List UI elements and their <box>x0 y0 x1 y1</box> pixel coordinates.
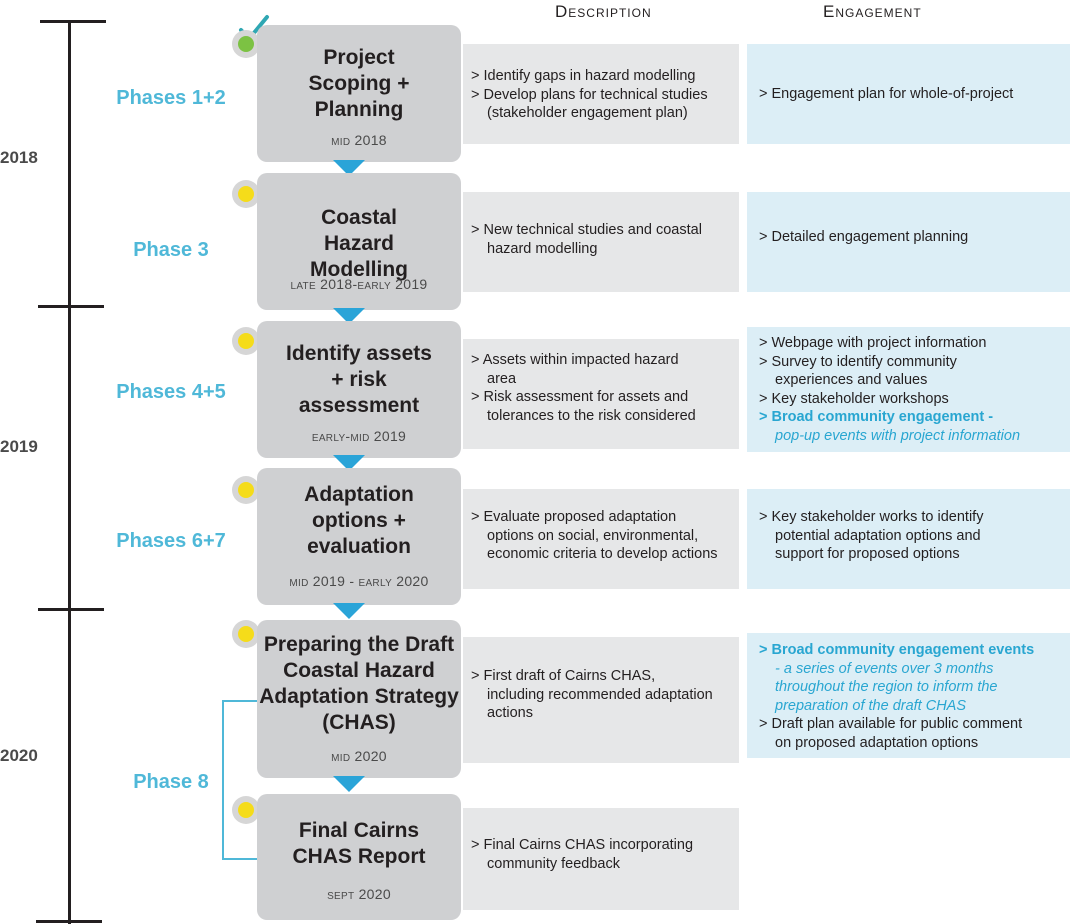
arrow-down-icon <box>333 603 365 619</box>
status-dot-icon <box>232 180 260 208</box>
description-line: > Identify gaps in hazard modelling <box>471 68 696 84</box>
year-label: 2018 <box>0 148 38 167</box>
description-box <box>463 637 739 763</box>
description-box <box>463 808 739 910</box>
description-box <box>463 339 739 449</box>
status-dot-icon <box>232 327 260 355</box>
engagement-line: potential adaptation options and <box>775 527 981 544</box>
engagement-line: > Survey to identify community <box>759 353 957 370</box>
step-title: Preparing the Draft Coastal Hazard Adaptation Strategy (CHAS) <box>259 633 459 734</box>
engagement-line: > Detailed engagement planning <box>759 229 969 245</box>
phase-label: Phases 6+7 <box>116 530 226 552</box>
description-line: (stakeholder engagement plan) <box>487 105 688 121</box>
phase-8-bracket <box>222 700 258 860</box>
engagement-line: > Key stakeholder workshops <box>759 390 949 407</box>
description-line: > Evaluate proposed adaptation <box>471 509 677 525</box>
engagement-highlight: preparation of the draft CHAS <box>775 697 967 714</box>
arrow-down-icon <box>333 776 365 792</box>
step-date: early-mid 2019 <box>311 428 407 444</box>
description-box <box>463 44 739 144</box>
step-title: Final Cairns CHAS Report <box>292 819 426 868</box>
step-card <box>257 620 461 778</box>
step-card <box>257 794 461 920</box>
description-line: > New technical studies and coastal <box>471 222 702 238</box>
step-card <box>257 173 461 310</box>
description-line: including recommended adaptation <box>487 686 713 703</box>
engagement-box <box>747 633 1070 758</box>
status-dot-icon <box>232 620 260 648</box>
description-line: > Final Cairns CHAS incorporating <box>471 837 694 853</box>
description-line: hazard modelling <box>487 240 598 257</box>
engagement-box <box>747 192 1070 292</box>
engagement-box <box>747 44 1070 144</box>
phase-label: Phase 8 <box>133 771 209 793</box>
engagement-box <box>747 327 1070 452</box>
step-title: Identify assets + risk assessment <box>286 342 432 417</box>
description-line: area <box>487 370 517 387</box>
engagement-highlight: > Broad community engagement events <box>759 642 1035 658</box>
engagement-header: Engagement <box>823 2 922 21</box>
engagement-highlight: throughout the region to inform the <box>775 679 998 695</box>
description-line: > Assets within impacted hazard <box>471 352 679 368</box>
description-box <box>463 192 739 292</box>
timeline-tick <box>38 305 104 308</box>
engagement-line: experiences and values <box>775 372 928 388</box>
engagement-line: support for proposed options <box>775 546 960 562</box>
engagement-highlight: pop-up events with project information <box>775 427 1021 444</box>
description-line: economic criteria to develop actions <box>487 546 718 562</box>
description-line: options on social, environmental, <box>487 527 699 544</box>
step-date: mid 2019 - early 2020 <box>289 573 429 589</box>
engagement-line: > Draft plan available for public comment <box>759 716 1023 732</box>
step-date: mid 2020 <box>331 748 387 764</box>
step-title: Coastal Hazard Modelling <box>310 206 408 281</box>
engagement-line: > Key stakeholder works to identify <box>759 509 984 525</box>
description-line: > First draft of Cairns CHAS, <box>471 668 656 684</box>
step-card <box>257 25 461 162</box>
description-line: > Risk assessment for assets and <box>471 389 689 405</box>
description-header: Description <box>555 2 652 21</box>
description-line: tolerances to the risk considered <box>487 407 696 424</box>
step-card <box>257 321 461 458</box>
description-line: community feedback <box>487 855 620 872</box>
phase-label: Phases 1+2 <box>116 87 226 109</box>
engagement-line: > Engagement plan for whole-of-project <box>759 86 1014 102</box>
status-dot-icon <box>232 30 260 58</box>
year-label: 2020 <box>0 746 38 765</box>
engagement-line: on proposed adaptation options <box>775 734 979 751</box>
engagement-highlight: - a series of events over 3 months <box>775 660 994 677</box>
description-box <box>463 489 739 589</box>
step-date: mid 2018 <box>331 132 387 148</box>
timeline-tick <box>38 608 104 611</box>
timeline-tick <box>36 920 102 923</box>
step-date: late 2018-early 2019 <box>290 276 428 292</box>
timeline-tick <box>40 20 106 23</box>
step-date: sept 2020 <box>327 886 391 902</box>
description-line: > Develop plans for technical studies <box>471 86 708 103</box>
step-card <box>257 468 461 605</box>
phase-label: Phase 3 <box>133 239 209 261</box>
engagement-highlight: > Broad community engagement - <box>759 409 994 425</box>
engagement-line: > Webpage with project information <box>759 335 987 351</box>
status-dot-icon <box>232 476 260 504</box>
engagement-box <box>747 489 1070 589</box>
year-label: 2019 <box>0 437 38 456</box>
description-line: actions <box>487 705 533 721</box>
timeline-axis <box>68 20 71 924</box>
phase-label: Phases 4+5 <box>116 381 226 403</box>
status-dot-icon <box>232 796 260 824</box>
step-title: Project Scoping + Planning <box>308 46 410 121</box>
step-title: Adaptation options + evaluation <box>304 483 414 558</box>
